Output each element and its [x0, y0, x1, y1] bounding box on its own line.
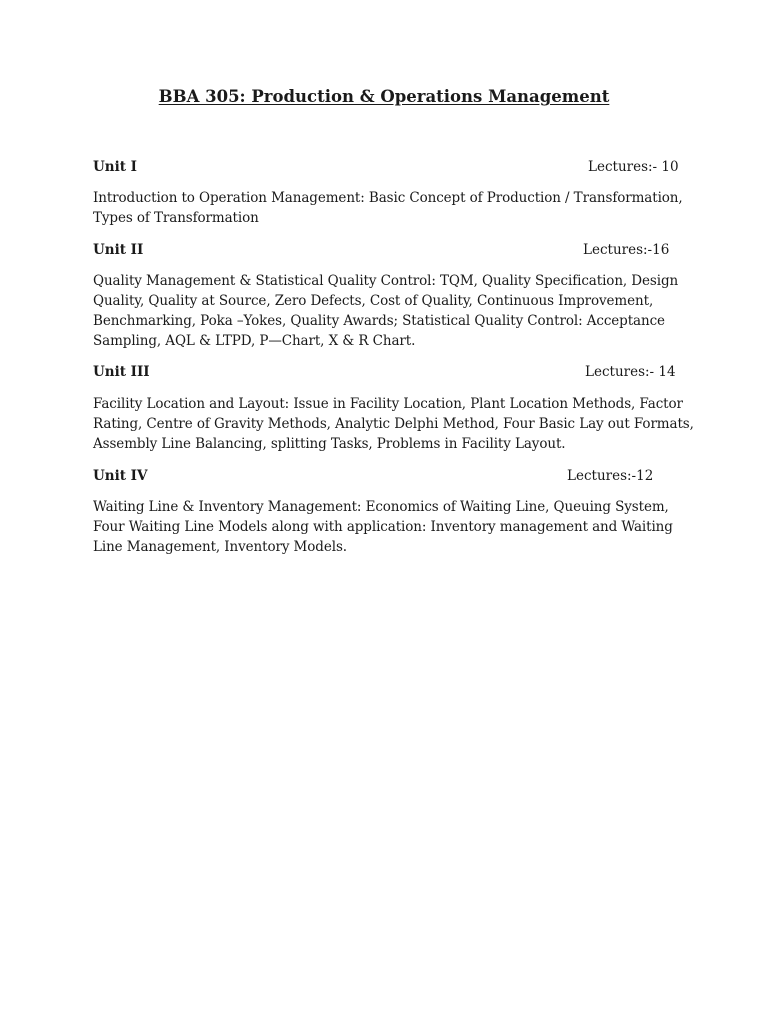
unit-description-1	[93, 188, 683, 228]
unit-name: Unit IV	[93, 468, 148, 484]
unit-heading-4	[93, 467, 147, 485]
description-line: Rating, Centre of Gravity Methods, Analytic Delphi Method, Four Basic Lay out Formats,	[93, 416, 694, 432]
description-line: Benchmarking, Poka –Yokes, Quality Awards; Statistical Quality Control: Acceptance	[93, 313, 665, 329]
unit-heading-1	[93, 158, 137, 176]
description-line: Quality Management & Statistical Quality Control: TQM, Quality Specification, Design	[93, 273, 679, 289]
unit-heading-3	[93, 363, 150, 381]
unit-name: Unit I	[93, 159, 137, 175]
unit-name: Unit II	[93, 242, 144, 258]
unit-description-4	[93, 497, 678, 557]
unit-heading-2	[93, 241, 143, 259]
description-line: Types of Transformation	[93, 210, 259, 226]
description-line: Waiting Line & Inventory Management: Economics of Waiting Line, Queuing System,	[93, 499, 669, 515]
unit-description-2	[93, 271, 678, 351]
description-line: Quality, Quality at Source, Zero Defects, Cost of Quality, Continuous Improvement,	[93, 293, 654, 309]
page-title-text: BBA 305: Production & Operations Management	[158, 87, 610, 106]
description-line: Assembly Line Balancing, splitting Tasks, Problems in Facility Layout.	[93, 436, 566, 452]
description-line: Line Management, Inventory Models.	[93, 539, 347, 555]
unit-description-3	[93, 394, 694, 454]
lectures-count-4: Lectures:-12	[567, 468, 654, 484]
lectures-count-2: Lectures:-16	[583, 242, 670, 258]
lectures-count-3: Lectures:- 14	[585, 364, 676, 380]
lectures-count-1: Lectures:- 10	[588, 159, 679, 175]
description-line: Facility Location and Layout: Issue in Facility Location, Plant Location Methods, Factor	[93, 396, 683, 412]
page-title	[0, 86, 768, 108]
description-line: Four Waiting Line Models along with application: Inventory management and Waiting	[93, 519, 673, 535]
unit-name: Unit III	[93, 364, 150, 380]
description-line: Sampling, AQL & LTPD, P—Chart, X & R Chart.	[93, 333, 416, 349]
description-line: Introduction to Operation Management: Basic Concept of Production / Transformation,	[93, 190, 683, 206]
